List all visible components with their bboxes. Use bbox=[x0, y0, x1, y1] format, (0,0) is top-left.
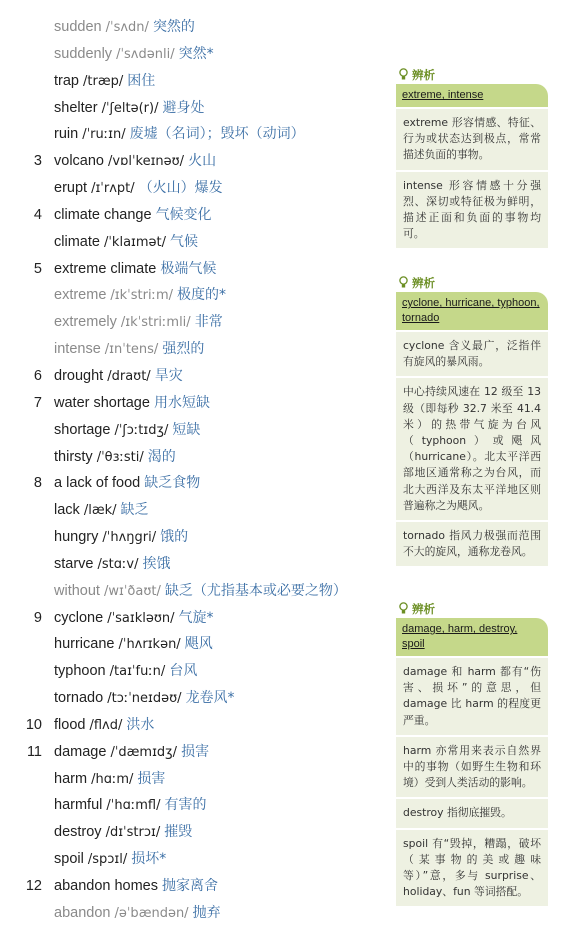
vocab-entry bbox=[54, 578, 347, 605]
phonetic: /ˈʃɔːtɪdʒ/ bbox=[114, 422, 169, 438]
analysis-note: spoil 有“毁掉，糟蹋，破坏（某事物的美或趣味等）”意，多与 surprise、holiday、fun 等词搭配。 bbox=[396, 828, 548, 907]
phonetic: /ˈruːɪn/ bbox=[82, 127, 126, 143]
chinese-meaning: 飓风 bbox=[184, 636, 213, 653]
phonetic: /əˈbændən/ bbox=[114, 905, 189, 921]
vocab-entry bbox=[54, 766, 165, 793]
lightbulb-icon bbox=[398, 602, 409, 615]
vocab-entry bbox=[54, 363, 183, 390]
analysis-box-3 bbox=[396, 600, 548, 906]
chinese-meaning: 极度的* bbox=[177, 287, 227, 304]
vocab-entry bbox=[54, 68, 155, 95]
item-number: 7 bbox=[33, 394, 42, 411]
phonetic: /stɑːv/ bbox=[97, 556, 139, 572]
english-word: suddenly bbox=[54, 45, 113, 62]
vocab-entry bbox=[54, 148, 216, 175]
english-word: without bbox=[54, 582, 100, 599]
vocab-row bbox=[0, 712, 385, 739]
english-word: extremely bbox=[54, 314, 117, 331]
vocab-row bbox=[0, 390, 385, 417]
english-word: ruin bbox=[54, 126, 79, 143]
english-word: a lack of food bbox=[54, 475, 141, 492]
vocab-entry bbox=[54, 739, 209, 766]
phonetic: /wɪˈðaʊt/ bbox=[103, 583, 161, 599]
analysis-header: extreme, intense bbox=[396, 84, 548, 107]
chinese-meaning: 突然* bbox=[178, 45, 214, 62]
analysis-header: damage, harm, destroy, spoil bbox=[396, 618, 548, 656]
vocab-entry bbox=[54, 309, 223, 336]
vocab-row bbox=[0, 739, 385, 766]
chinese-meaning: 损害 bbox=[181, 743, 210, 760]
english-word: trap bbox=[54, 72, 79, 89]
analysis-note: destroy 指彻底摧毁。 bbox=[396, 797, 548, 827]
vocab-entry bbox=[54, 336, 204, 363]
item-number: 10 bbox=[25, 716, 42, 733]
vocab-row bbox=[0, 766, 385, 793]
vocab-row bbox=[0, 685, 385, 712]
chinese-meaning: 抛家离舍 bbox=[162, 878, 219, 894]
english-word: abandon bbox=[54, 904, 111, 921]
english-word: thirsty bbox=[54, 448, 93, 465]
chinese-meaning: 台风 bbox=[169, 663, 198, 680]
english-word: damage bbox=[54, 743, 107, 760]
phonetic: /læk/ bbox=[83, 503, 117, 519]
vocab-row bbox=[0, 95, 385, 122]
chinese-meaning: 饿的 bbox=[160, 529, 189, 546]
lightbulb-icon bbox=[398, 68, 409, 81]
chinese-meaning: 缺乏食物 bbox=[144, 475, 201, 492]
phonetic: /ˈθɜːsti/ bbox=[96, 449, 144, 465]
chinese-meaning: 渴的 bbox=[147, 448, 176, 465]
analysis-note: 中心持续风速在 12 级至 13 级（即每秒 32.7 米至 41.4 米）的热带气旋为台风（typhoon）或飓风（hurricane）。北太平洋西部地区通常称之为台风，而北大西洋及东太平洋地区则普遍称之为飓风。 bbox=[396, 376, 548, 520]
chinese-meaning: 损害 bbox=[137, 770, 166, 787]
vocab-entry bbox=[54, 202, 212, 228]
item-number: 11 bbox=[26, 743, 42, 760]
vocab-entry bbox=[54, 873, 218, 899]
chinese-meaning: 突然的 bbox=[152, 19, 195, 35]
english-word: abandon homes bbox=[54, 878, 158, 894]
vocab-row bbox=[0, 792, 385, 819]
english-word: lack bbox=[54, 502, 80, 519]
vocab-row bbox=[0, 282, 385, 309]
english-word: volcano bbox=[54, 153, 104, 170]
vocab-row bbox=[0, 605, 385, 632]
phonetic: /spɔɪl/ bbox=[87, 852, 128, 868]
analysis-header: cyclone, hurricane, typhoon, tornado bbox=[396, 292, 548, 330]
item-number: 9 bbox=[33, 609, 42, 626]
phonetic: /ɪkˈstriːmli/ bbox=[120, 315, 191, 331]
english-word: extreme climate bbox=[54, 260, 157, 277]
phonetic: /vɒlˈkeɪnəʊ/ bbox=[108, 154, 185, 170]
phonetic: /træp/ bbox=[83, 73, 124, 89]
bianxi-label: 辨析 bbox=[396, 274, 548, 292]
english-word: sudden bbox=[54, 19, 102, 35]
vocab-row bbox=[0, 229, 385, 256]
english-word: hurricane bbox=[54, 636, 115, 653]
vocab-row bbox=[0, 175, 385, 202]
phonetic: /ɪˈrʌpt/ bbox=[91, 181, 135, 197]
vocab-entry bbox=[54, 282, 226, 309]
english-word: erupt bbox=[54, 180, 88, 197]
english-word: cyclone bbox=[54, 609, 104, 626]
phonetic: /ˈhʌrɪkən/ bbox=[118, 637, 181, 653]
vocab-entry bbox=[54, 256, 216, 282]
chinese-meaning: 旱灾 bbox=[154, 367, 183, 384]
vocab-row bbox=[0, 444, 385, 471]
vocab-entry bbox=[54, 685, 235, 712]
english-word: spoil bbox=[54, 851, 84, 868]
item-number: 6 bbox=[33, 367, 42, 384]
vocab-entry bbox=[54, 900, 221, 927]
chinese-meaning: 非常 bbox=[194, 314, 223, 331]
phonetic: /ɪkˈstriːm/ bbox=[110, 288, 173, 304]
bianxi-label: 辨析 bbox=[396, 66, 548, 84]
phonetic: /ɪnˈtens/ bbox=[104, 342, 159, 358]
vocab-row bbox=[0, 819, 385, 846]
chinese-meaning: 气候 bbox=[170, 233, 199, 250]
vocab-row bbox=[0, 14, 385, 41]
english-word: water shortage bbox=[54, 394, 150, 411]
vocab-row bbox=[0, 121, 385, 148]
chinese-meaning: 避身处 bbox=[162, 99, 205, 116]
english-word: destroy bbox=[54, 824, 102, 841]
vocab-entry bbox=[54, 470, 200, 496]
analysis-box-2 bbox=[396, 274, 548, 566]
chinese-meaning: 废墟（名词）；毁坏（动词） bbox=[129, 126, 305, 143]
vocab-entry bbox=[54, 792, 206, 819]
vocab-entry bbox=[54, 121, 305, 148]
vocab-entry bbox=[54, 819, 192, 846]
vocab-row bbox=[0, 363, 385, 390]
english-word: typhoon bbox=[54, 663, 106, 680]
analysis-note: cyclone 含义最广，泛指伴有旋风的暴风雨。 bbox=[396, 330, 548, 376]
bianxi-label: 辨析 bbox=[396, 600, 548, 618]
vocab-entry bbox=[54, 41, 214, 68]
vocab-entry bbox=[54, 631, 213, 658]
vocab-row bbox=[0, 256, 385, 283]
analysis-box-1 bbox=[396, 66, 548, 248]
vocab-entry bbox=[54, 229, 198, 256]
vocab-row bbox=[0, 497, 385, 524]
phonetic: /ˈʃeltə(r)/ bbox=[101, 100, 159, 116]
vocab-row bbox=[0, 900, 385, 927]
phonetic: /tɔːˈneɪdəʊ/ bbox=[107, 691, 182, 707]
vocab-row bbox=[0, 631, 385, 658]
english-word: starve bbox=[54, 555, 94, 572]
chinese-meaning: 气旋* bbox=[178, 609, 214, 626]
phonetic: /ˈklaɪmət/ bbox=[103, 234, 166, 250]
analysis-note: extreme 形容情感、特征、行为或状态达到极点，常常描述负面的事物。 bbox=[396, 107, 548, 170]
item-number: 5 bbox=[33, 260, 42, 277]
analysis-note: intense 形容情感十分强烈、深切或特征极为鲜明，描述正面和负面的事物均可。 bbox=[396, 170, 548, 249]
english-word: flood bbox=[54, 716, 86, 733]
chinese-meaning: 损坏* bbox=[131, 851, 167, 868]
chinese-meaning: 强烈的 bbox=[162, 341, 205, 358]
lightbulb-icon bbox=[398, 276, 409, 289]
english-word: harmful bbox=[54, 797, 103, 814]
vocab-entry bbox=[54, 444, 176, 471]
vocab-row bbox=[0, 417, 385, 444]
vocab-entry bbox=[54, 175, 223, 202]
vocab-entry bbox=[54, 95, 205, 122]
english-word: harm bbox=[54, 770, 88, 787]
chinese-meaning: 摧毁 bbox=[164, 824, 193, 841]
chinese-meaning: 困住 bbox=[127, 72, 156, 89]
english-word: intense bbox=[54, 341, 101, 358]
chinese-meaning: 缺乏 bbox=[120, 502, 149, 519]
chinese-meaning: 火山 bbox=[188, 153, 217, 170]
vocab-entry bbox=[54, 846, 166, 873]
chinese-meaning: 挨饿 bbox=[142, 555, 171, 572]
chinese-meaning: 用水短缺 bbox=[153, 394, 210, 411]
chinese-meaning: 洪水 bbox=[126, 716, 155, 733]
item-number: 4 bbox=[33, 206, 42, 223]
analysis-note: tornado 指风力极强而范围不大的旋风，通称龙卷风。 bbox=[396, 520, 548, 566]
chinese-meaning: 极端气候 bbox=[160, 260, 217, 277]
vocab-row bbox=[0, 846, 385, 873]
vocab-row bbox=[0, 524, 385, 551]
vocab-row bbox=[0, 202, 385, 229]
vocabulary-list bbox=[0, 14, 385, 927]
english-word: extreme bbox=[54, 287, 107, 304]
analysis-note: harm 亦常用来表示自然界中的事物（如野生生物和环境）受到人类活动的影响。 bbox=[396, 735, 548, 798]
phonetic: /ˈsʌdn/ bbox=[105, 20, 149, 35]
chinese-meaning: 短缺 bbox=[172, 421, 201, 438]
phonetic: /hɑːm/ bbox=[91, 771, 134, 787]
phonetic: /ˈhʌŋgri/ bbox=[102, 530, 157, 546]
english-word: climate change bbox=[54, 206, 152, 223]
vocab-row bbox=[0, 658, 385, 685]
vocab-entry bbox=[54, 712, 154, 739]
vocab-row bbox=[0, 578, 385, 605]
vocab-entry bbox=[54, 417, 200, 444]
chinese-meaning: 气候变化 bbox=[155, 206, 212, 223]
phonetic: /ˈhɑːmfl/ bbox=[106, 798, 161, 814]
chinese-meaning: 有害的 bbox=[164, 797, 207, 814]
chinese-meaning: 缺乏（尤指基本或必要之物） bbox=[164, 582, 347, 599]
vocab-row bbox=[0, 336, 385, 363]
english-word: drought bbox=[54, 367, 104, 384]
chinese-meaning: 抛弃 bbox=[192, 904, 221, 921]
phonetic: /ˈsaɪkləʊn/ bbox=[107, 610, 175, 626]
english-word: shortage bbox=[54, 421, 111, 438]
phonetic: /flʌd/ bbox=[89, 717, 123, 733]
english-word: shelter bbox=[54, 99, 98, 116]
phonetic: /dɪˈstrɔɪ/ bbox=[105, 825, 161, 841]
vocab-row bbox=[0, 309, 385, 336]
item-number: 12 bbox=[25, 878, 42, 894]
vocab-row bbox=[0, 68, 385, 95]
vocab-row bbox=[0, 551, 385, 578]
chinese-meaning: （火山）爆发 bbox=[138, 180, 223, 197]
chinese-meaning: 龙卷风* bbox=[185, 690, 235, 707]
phonetic: /taɪˈfuːn/ bbox=[109, 664, 166, 680]
vocab-row bbox=[0, 148, 385, 175]
vocab-entry bbox=[54, 14, 195, 41]
english-word: climate bbox=[54, 233, 100, 250]
english-word: hungry bbox=[54, 529, 99, 546]
analysis-note: damage 和 harm 都有“伤害、损坏”的意思，但 damage 比 harm 的程度更严重。 bbox=[396, 656, 548, 735]
vocab-entry bbox=[54, 390, 210, 416]
vocab-entry bbox=[54, 658, 197, 685]
phonetic: /draʊt/ bbox=[107, 368, 151, 384]
vocab-entry bbox=[54, 497, 149, 524]
vocab-entry bbox=[54, 605, 214, 632]
phonetic: /ˈsʌdənli/ bbox=[116, 46, 175, 62]
vocab-row bbox=[0, 470, 385, 497]
item-number: 8 bbox=[33, 475, 42, 492]
phonetic: /ˈdæmɪdʒ/ bbox=[110, 744, 178, 760]
vocab-entry bbox=[54, 551, 171, 578]
item-number: 3 bbox=[33, 153, 42, 170]
english-word: tornado bbox=[54, 690, 104, 707]
vocab-entry bbox=[54, 524, 188, 551]
vocab-row bbox=[0, 873, 385, 900]
vocab-row bbox=[0, 41, 385, 68]
